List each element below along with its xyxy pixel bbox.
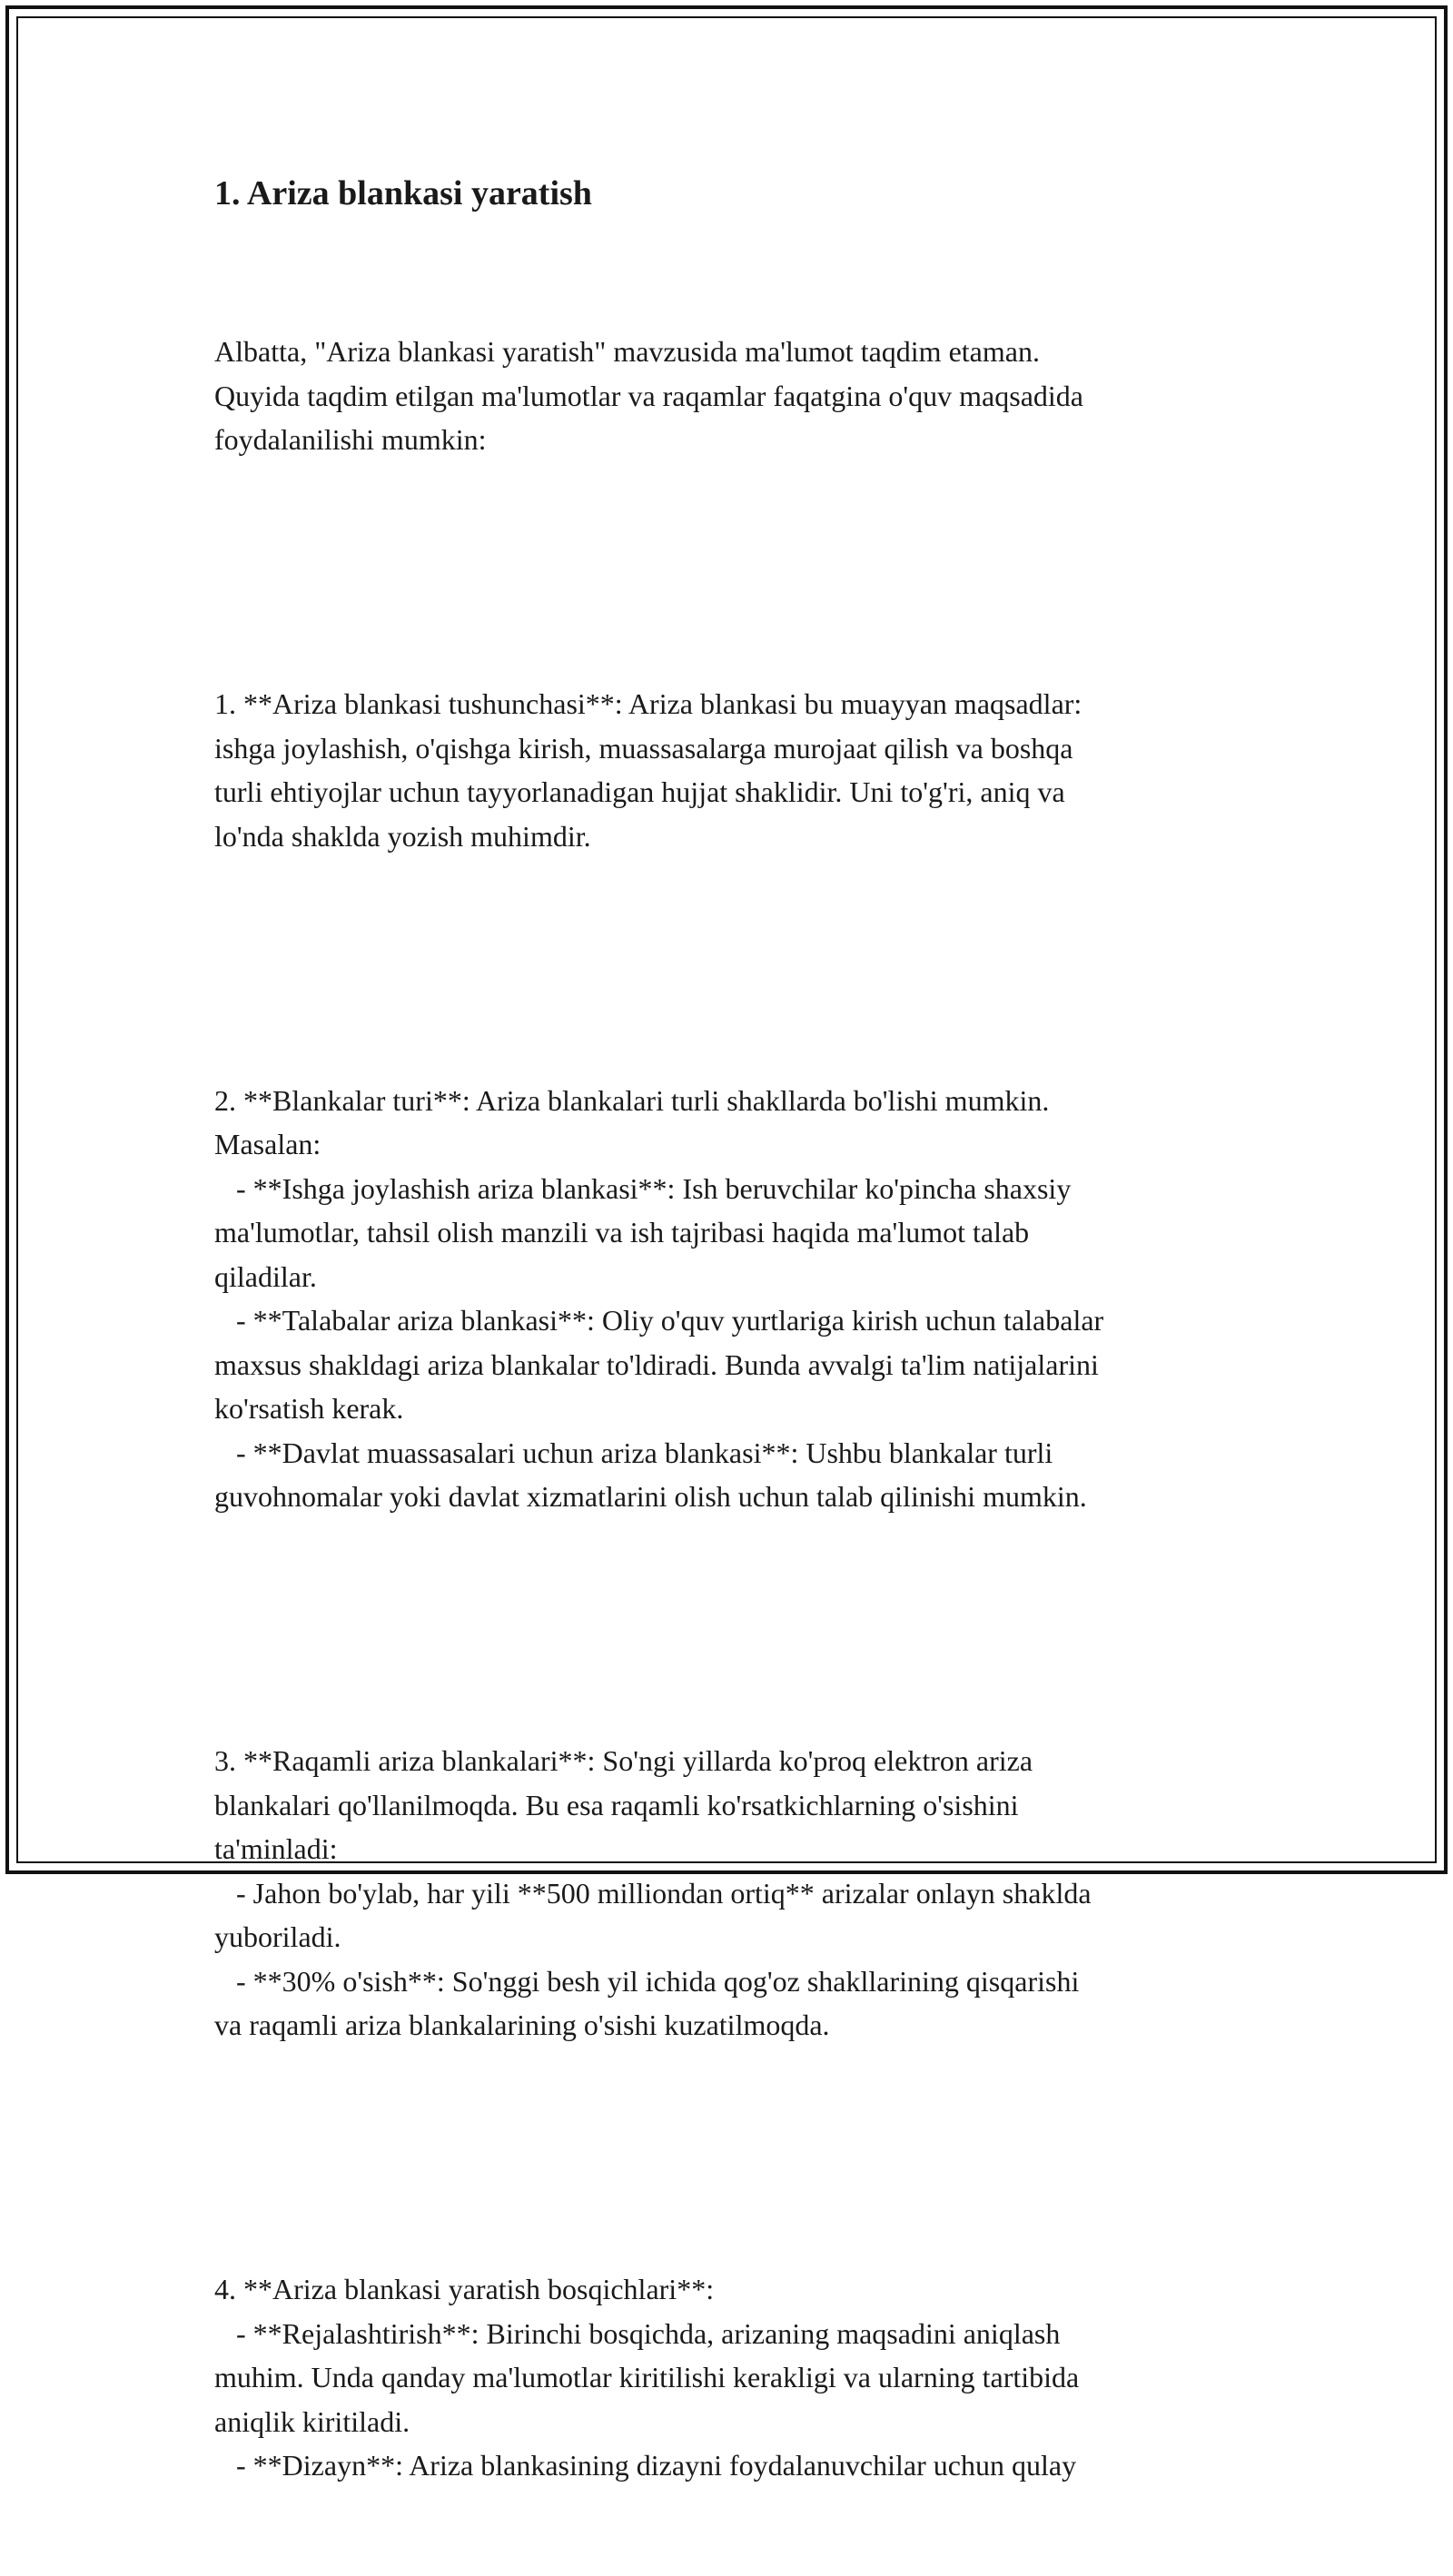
paragraph-digital: 3. **Raqamli ariza blankalari**: So'ngi yillarda ko'proq elektron ariza blankalari qo'llanilmoqda. Bu esa raqamli ko'rsatkichlarning o'sishini ta'minladi: - Jahon bo'ylab, har yili **500 milliondan ortiq** arizalar onlayn shaklda yuboriladi. - **30% o'sish**: So'nggi besh yil ichida qog'oz shakllarining qisqarishi va raqamli ariza blankalarining o'sishi kuzatilmoqda. xyxy=(214,1744,1092,2041)
paragraph-steps: 4. **Ariza blankasi yaratish bosqichlari**: - **Rejalashtirish**: Birinchi bosqichda, arizaning maqsadini aniqlash muhim. Unda qanday ma'lumotlar kiritilishi kerakligi va ularning tartibida aniqlik kiritiladi. - **Dizayn**: Ariza blankasining dizayni foydalanuvchilar uchun qulay xyxy=(214,2273,1080,2482)
paragraph-gap xyxy=(214,2136,1259,2180)
document-title: 1. Ariza blankasi yaratish xyxy=(214,174,592,212)
document-body xyxy=(214,242,1259,2576)
paragraph-gap xyxy=(214,1607,1259,1652)
paragraph-intro: Albatta, "Ariza blankasi yaratish" mavzusida ma'lumot taqdim etaman. Quyida taqdim etilgan ma'lumotlar va raqamlar faqatgina o'quv maqsadida foydalanilishi mumkin: xyxy=(214,335,1083,456)
document-content xyxy=(214,169,1259,2576)
paragraph-gap xyxy=(214,946,1259,991)
paragraph-gap xyxy=(214,550,1259,595)
paragraph-types: 2. **Blankalar turi**: Ariza blankalari turli shakllarda bo'lishi mumkin. Masalan: - **Ishga joylashish ariza blankasi**: Ish beruvchilar ko'pincha shaxsiy ma'lumotlar, tahsil olish manzili va ish tajribasi haqida ma'lumot talab qiladilar. - **Talabalar ariza blankasi**: Oliy o'quv yurtlariga kirish uchun talabalar maxsus shakldagi ariza blankalar to'ldiradi. Bunda avvalgi ta'lim natijalarini ko'rsatish kerak. - **Davlat muassasalari uchun ariza blankasi**: Ushbu blankalar turli guvohnomalar yoki davlat xizmatlarini olish uchun talab qilinishi mumkin. xyxy=(214,1083,1104,1513)
paragraph-concept: 1. **Ariza blankasi tushunchasi**: Ariza blankasi bu muayyan maqsadlar: ishga joylashish, o'qishga kirish, muassasalarga murojaat qilish va boshqa turli ehtiyojlar uchun tayyorlanadigan hujjat shaklidir. Uni to'g'ri, aniq va lo'nda shaklda yozish muhimdir. xyxy=(214,687,1082,853)
